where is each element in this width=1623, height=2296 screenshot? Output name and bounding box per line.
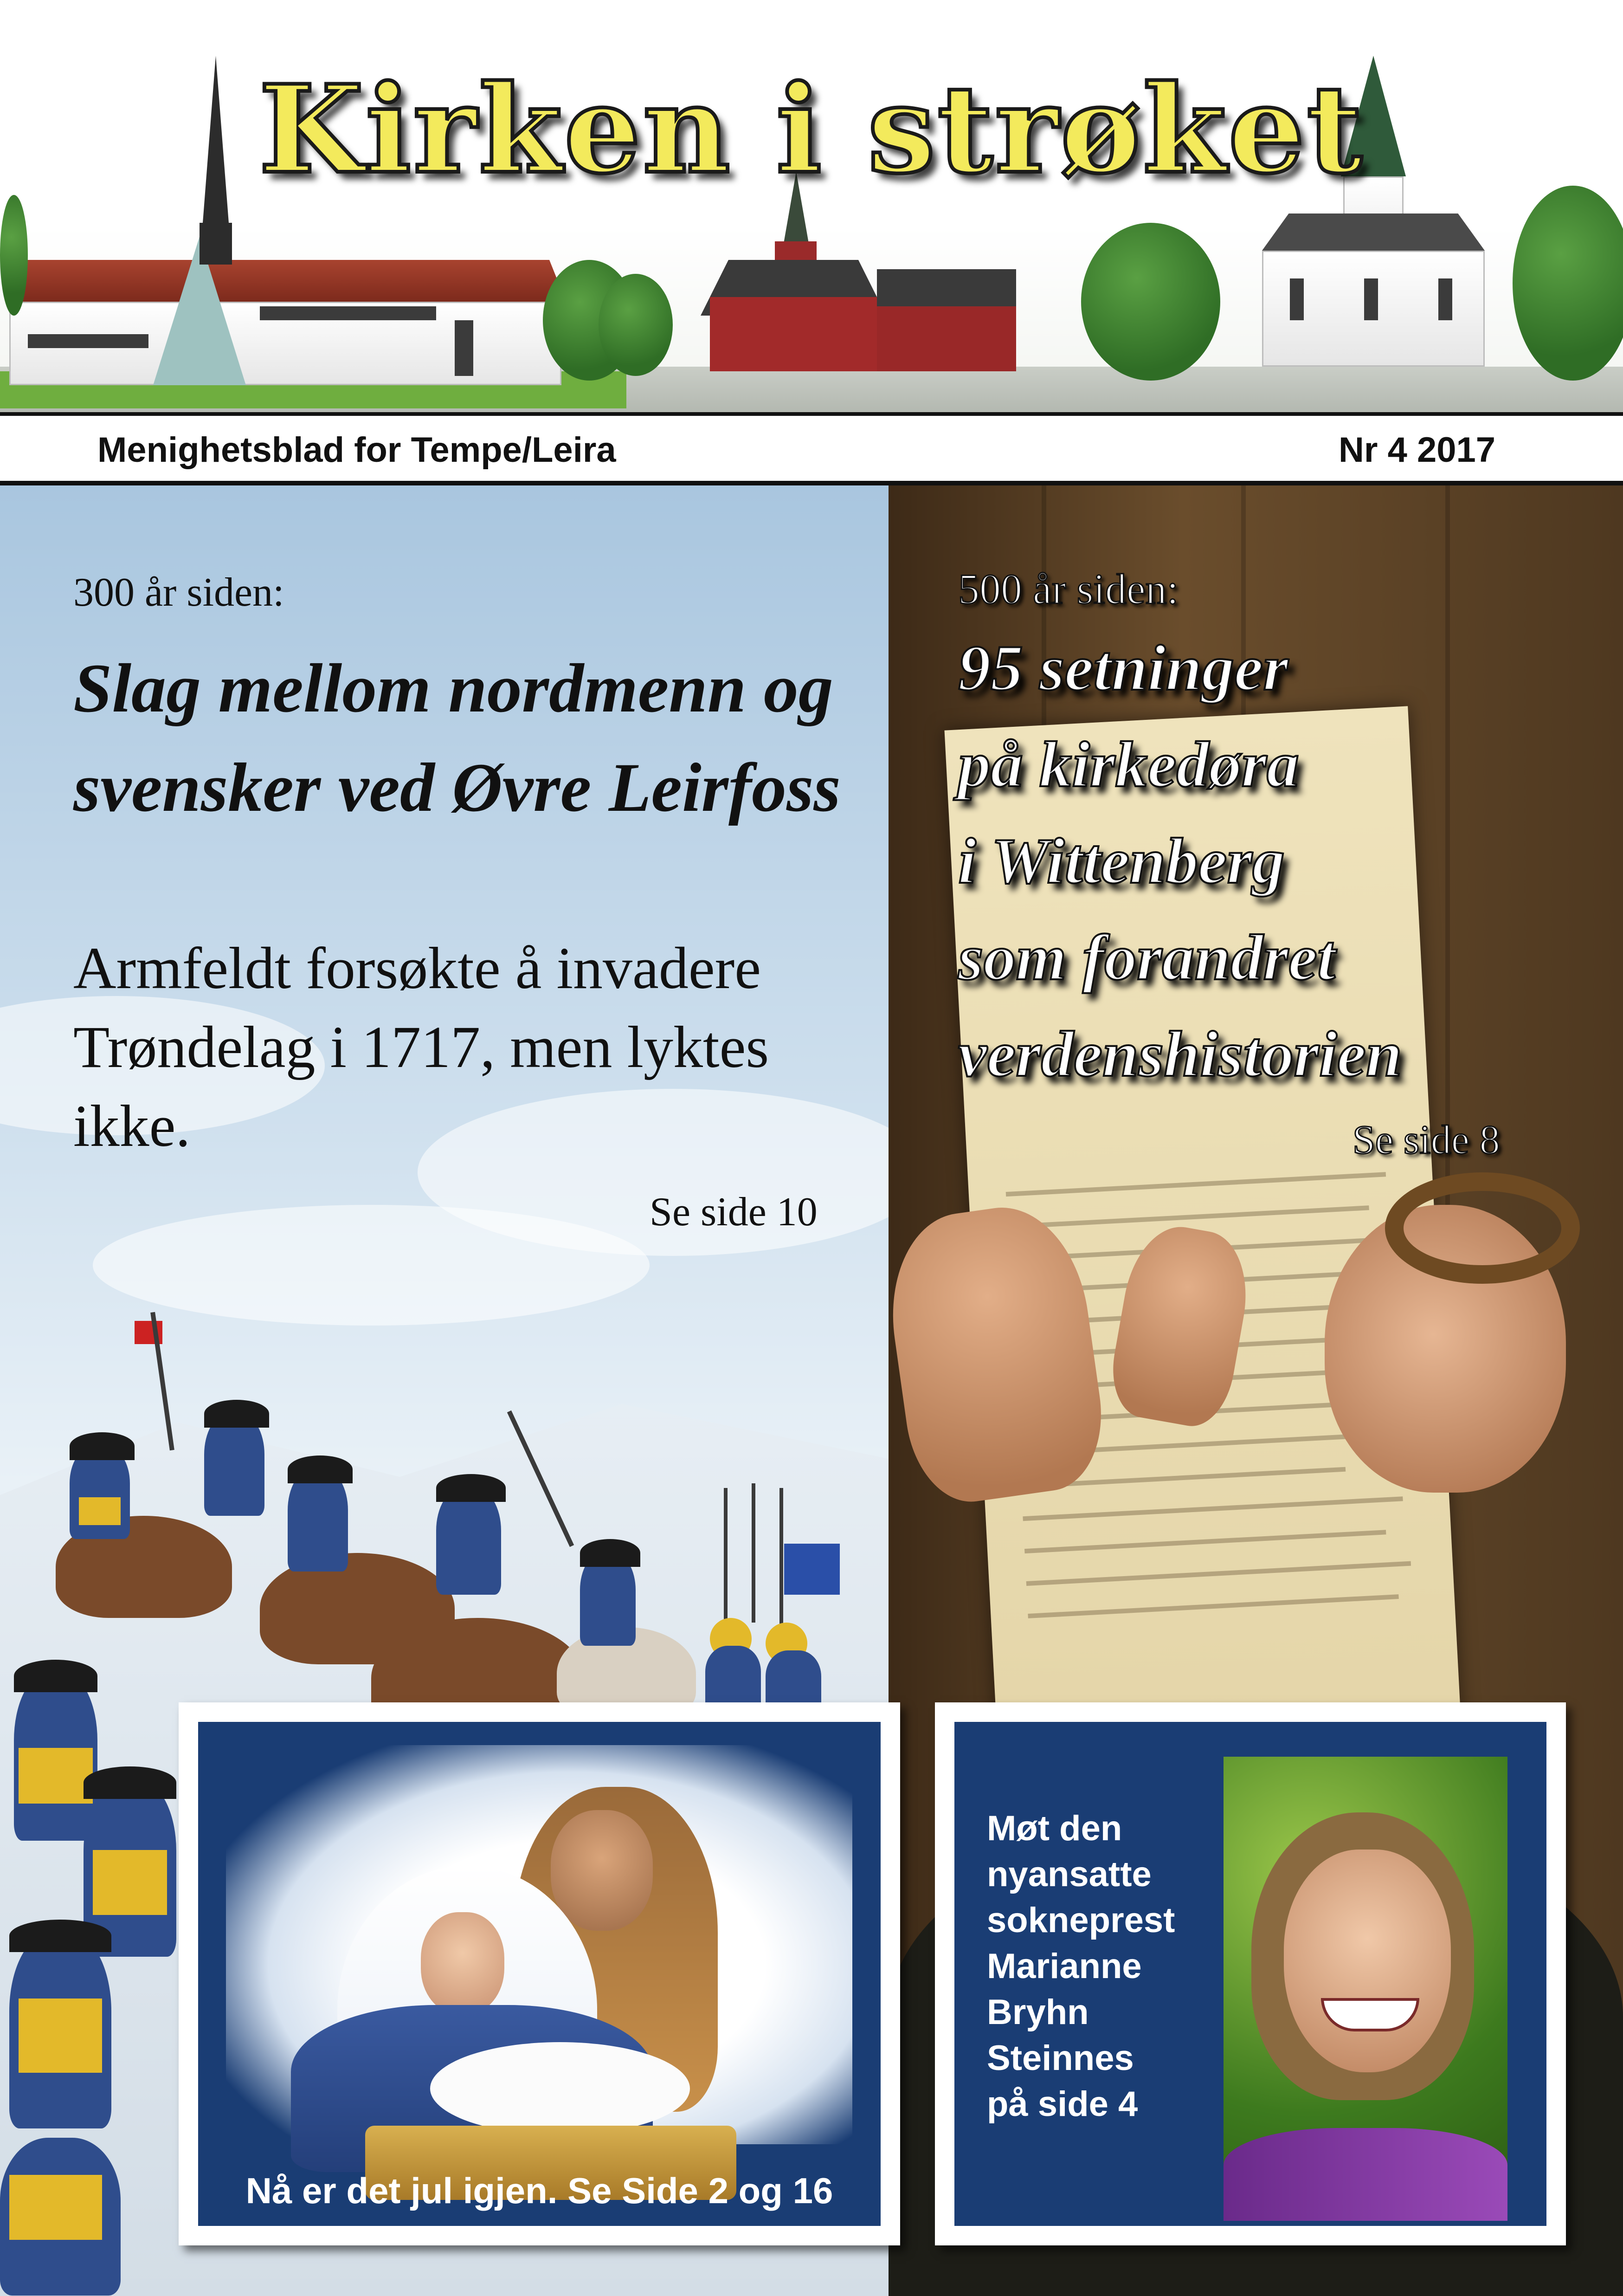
tree [1513, 186, 1623, 381]
left-story-kicker: 300 år siden: [73, 570, 284, 615]
masthead-bar [0, 416, 1623, 481]
tree [1081, 223, 1220, 381]
portrait-photo [1224, 1757, 1507, 2221]
tree [599, 274, 673, 376]
divider [0, 412, 1623, 416]
new-priest-box [935, 1702, 1566, 2245]
issue-number: Nr 4 2017 [1339, 430, 1496, 470]
right-story-page-ref: Se side 8 [1352, 1118, 1500, 1163]
right-story-kicker: 500 år siden: [958, 565, 1179, 613]
left-story-page-ref: Se side 10 [650, 1190, 818, 1235]
divider [0, 481, 1623, 485]
new-priest-line: sokneprest [987, 1901, 1175, 1940]
right-story-headline-line: på kirkedøra [958, 729, 1299, 801]
church-illustration [701, 186, 1025, 381]
right-story-headline-line: verdenshistorien [958, 1018, 1402, 1090]
new-priest-line: Bryhn [987, 1992, 1089, 2032]
right-story-headline-line: som forandret [958, 922, 1335, 994]
new-priest-line: Marianne [987, 1947, 1142, 1986]
new-priest-text [987, 1805, 1247, 2127]
new-priest-line: Møt den [987, 1809, 1122, 1848]
magazine-title: Kirken i strøket [258, 59, 1365, 200]
right-story-headline-line: i Wittenberg [958, 825, 1285, 897]
christmas-box [179, 1702, 900, 2245]
new-priest-line: på side 4 [987, 2084, 1138, 2124]
right-story-headline-line: 95 setninger [958, 632, 1288, 704]
new-priest-line: Steinnes [987, 2038, 1134, 2078]
right-story-headline [958, 620, 1608, 1103]
left-story-headline: Slag mellom nordmenn og svensker ved Øvre Leirfoss [73, 650, 841, 826]
tree [0, 195, 28, 316]
masthead [0, 0, 1623, 413]
left-story-body: Armfeldt forsøkte å invadere Trøndelag i 1717, men lyktes ikke. [73, 935, 769, 1159]
magazine-subtitle: Menighetsblad for Tempe/Leira [97, 430, 616, 470]
church-illustration [0, 204, 571, 390]
nativity-illustration [226, 1745, 852, 2144]
christmas-caption: Nå er det jul igjen. Se Side 2 og 16 [245, 2170, 833, 2211]
new-priest-line: nyansatte [987, 1855, 1152, 1894]
